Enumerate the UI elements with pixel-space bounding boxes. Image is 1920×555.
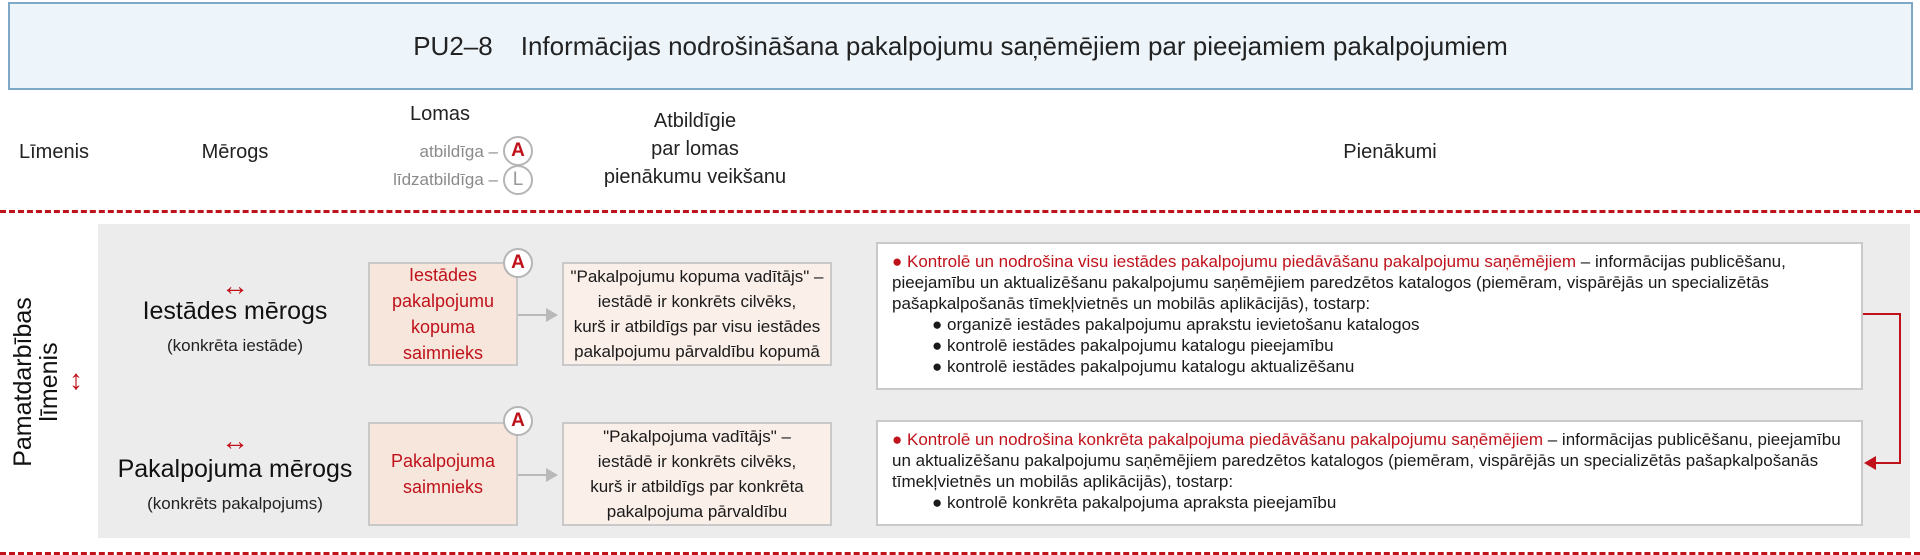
process-title-box: [8, 2, 1913, 90]
duty-lead: ● Kontrolē un nodrošina konkrēta pakalpojuma piedāvāšanu pakalpojumu saņēmējiem: [892, 430, 1544, 449]
responsible-line: "Pakalpojuma vadītājs" –: [603, 427, 791, 446]
role-owner-box: [368, 422, 518, 526]
header-responsible-line2: par lomas: [651, 138, 739, 160]
responsible-line: pakalpojumu pārvaldību kopumā: [574, 342, 820, 361]
role-legend-responsible: atbildīga –: [419, 142, 498, 161]
header-roles: Lomas: [409, 103, 471, 125]
duty-text: – informācijas publicēšanu, pieejamību un aktualizēšanu pakalpojumu saņēmējiem paredzētos katalogos (piemēram, vispārējās un specializētās pašapkalpošanās tīmekļvietnēs un mobilās aplikācijās), tostarp:: [892, 252, 1786, 313]
duty-list: [892, 492, 1847, 513]
role-badge-icon: A: [503, 406, 533, 436]
scope-arrow-icon: ↔: [221, 270, 249, 301]
role-legend-co-responsible: līdzatbildīga –: [393, 170, 498, 189]
process-title: Informācijas nodrošināšana pakalpojumu saņēmējiem par pieejamiem pakalpojumiem: [520, 30, 1508, 61]
flow-arrow-icon: [518, 465, 560, 485]
responsible-line: kurš ir atbildīgs par visu iestādes: [573, 317, 821, 336]
scope-subtitle: (konkrēts pakalpojums): [147, 494, 323, 513]
responsible-line: "Pakalpojumu kopuma vadītājs" –: [570, 267, 824, 286]
role-badge-responsible-icon: A: [503, 136, 533, 166]
duties-box: [876, 420, 1863, 526]
dashed-separator-top: [0, 210, 1920, 213]
responsible-person-box: [562, 422, 832, 526]
responsible-line: iestādē ir konkrēts cilvēks,: [597, 292, 797, 311]
level-vertical-arrow-icon: ↕: [69, 364, 83, 395]
responsible-line: pakalpojuma pārvaldību: [606, 502, 788, 521]
duties-box: [876, 242, 1863, 390]
duty-connector-arrow-icon: [1860, 310, 1910, 470]
duty-item: ● organizē iestādes pakalpojumu aprakstu ievietošanu katalogos: [932, 314, 1847, 335]
role-badge-icon: A: [503, 248, 533, 278]
responsible-line: kurš ir atbildīgs par konkrēta: [590, 477, 804, 496]
responsible-person-box: [562, 262, 832, 366]
duty-item: ● kontrolē iestādes pakalpojumu katalogu pieejamību: [932, 335, 1847, 356]
scope-title: Pakalpojuma mērogs: [117, 455, 353, 483]
duty-item: ● kontrolē konkrēta pakalpojuma apraksta pieejamību: [932, 492, 1847, 513]
duty-lead: ● Kontrolē un nodrošina visu iestādes pakalpojumu piedāvāšanu pakalpojumu saņēmējiem: [892, 252, 1577, 271]
flow-arrow-icon: [518, 305, 560, 325]
scope-subtitle: (konkrēta iestāde): [166, 336, 304, 355]
header-scope: Mērogs: [201, 141, 269, 163]
level-label-line2: līmenis: [35, 342, 63, 422]
header-level: Līmenis: [18, 141, 90, 163]
owner-line: kopuma: [410, 317, 476, 337]
header-responsible: [585, 107, 805, 191]
header-duties: Pienākumi: [1343, 141, 1437, 163]
header-responsible-line1: Atbildīgie: [653, 110, 737, 132]
owner-line: Iestādes: [408, 265, 478, 285]
owner-line: saimnieks: [402, 343, 483, 363]
owner-line: pakalpojumu: [391, 291, 495, 311]
scope-title: Iestādes mērogs: [142, 297, 328, 325]
scope-arrow-icon: ↔: [221, 425, 249, 456]
role-owner-box: [368, 262, 518, 366]
process-code: PU2–8: [413, 30, 493, 61]
responsible-line: iestādē ir konkrēts cilvēks,: [597, 452, 797, 471]
header-responsible-line3: pienākumu veikšanu: [603, 166, 787, 188]
role-badge-co-responsible-icon: L: [503, 165, 533, 195]
level-label-line1: Pamatdarbības: [9, 297, 37, 467]
owner-line: saimnieks: [402, 477, 484, 497]
duty-item: ● kontrolē iestādes pakalpojumu katalogu aktualizēšanu: [932, 356, 1847, 377]
duty-list: [892, 314, 1847, 377]
duty-text: – informācijas publicēšanu, pieejamību un aktualizēšanu pakalpojumu saņēmējiem paredzētos katalogos (piemēram, vispārējās un specializētās pašapkalpošanās tīmekļvietnēs un mobilās aplikācijās), tostarp:: [892, 430, 1841, 491]
owner-line: Pakalpojuma: [390, 451, 496, 471]
